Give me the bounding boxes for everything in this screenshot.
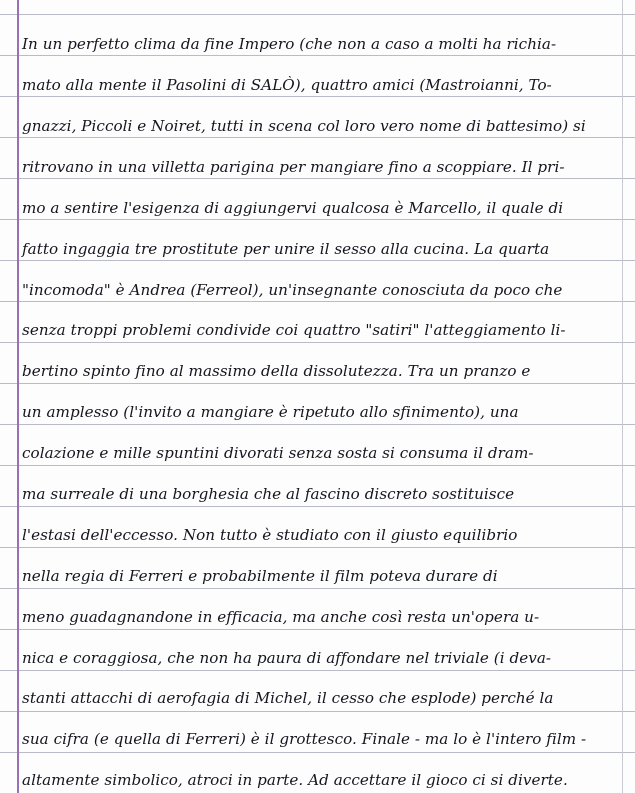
ruled-line [0, 547, 635, 548]
ruled-line [0, 14, 635, 15]
text-line-14: nella regia di Ferreri e probabilmente il film poteva durare di [22, 567, 498, 585]
ruled-line [0, 465, 635, 466]
ruled-line [0, 629, 635, 630]
text-line-15: meno guadagnandone in efficacia, ma anche così resta un'opera u- [22, 608, 540, 626]
text-line-8: senza troppi problemi condivide coi quattro "satiri" l'atteggiamento li- [22, 321, 566, 339]
ruled-line [0, 588, 635, 589]
text-line-16: nica e coraggiosa, che non ha paura di affondare nel triviale (i deva- [22, 649, 552, 667]
ruled-line [0, 752, 635, 753]
right-page-edge [622, 0, 623, 793]
ruled-line [0, 670, 635, 671]
ruled-line [0, 711, 635, 712]
text-line-4: ritrovano in una villetta parigina per mangiare fino a scoppiare. Il pri- [22, 158, 565, 176]
ruled-line [0, 55, 635, 56]
text-line-17: stanti attacchi di aerofagia di Michel, il cesso che esplode) perché la [22, 689, 554, 707]
ruled-line [0, 424, 635, 425]
text-line-1: In un perfetto clima da fine Impero (che non a caso a molti ha richia- [22, 35, 557, 53]
text-line-19: altamente simbolico, atroci in parte. Ad accettare il gioco ci si diverte. [22, 771, 568, 789]
text-line-10: un amplesso (l'invito a mangiare è ripetuto allo sfinimento), una [22, 403, 519, 421]
text-line-13: l'estasi dell'eccesso. Non tutto è studiato con il giusto equilibrio [22, 526, 518, 544]
text-line-2: mato alla mente il Pasolini di SALÒ), quattro amici (Mastroianni, To- [22, 76, 552, 94]
text-line-12: ma surreale di una borghesia che al fascino discreto sostituisce [22, 485, 515, 503]
ruled-line [0, 137, 635, 138]
text-line-7: "incomoda" è Andrea (Ferreol), un'insegnante conosciuta da poco che [22, 281, 563, 299]
text-line-11: colazione e mille spuntini divorati senza sosta si consuma il dram- [22, 444, 534, 462]
text-line-18: sua cifra (e quella di Ferreri) è il grottesco. Finale - ma lo è l'intero film - [22, 730, 587, 748]
text-line-6: fatto ingaggia tre prostitute per unire il sesso alla cucina. La quarta [22, 240, 550, 258]
ruled-line [0, 342, 635, 343]
ruled-line [0, 301, 635, 302]
ruled-line [0, 178, 635, 179]
ruled-line [0, 506, 635, 507]
ruled-line [0, 96, 635, 97]
ruled-line [0, 383, 635, 384]
text-line-9: bertino spinto fino al massimo della dissolutezza. Tra un pranzo e [22, 362, 531, 380]
left-margin-line [17, 0, 19, 793]
ruled-line [0, 219, 635, 220]
text-line-3: gnazzi, Piccoli e Noiret, tutti in scena col loro vero nome di battesimo) si [22, 117, 586, 135]
text-line-5: mo a sentire l'esigenza di aggiungervi qualcosa è Marcello, il quale di [22, 199, 564, 217]
ruled-line [0, 260, 635, 261]
